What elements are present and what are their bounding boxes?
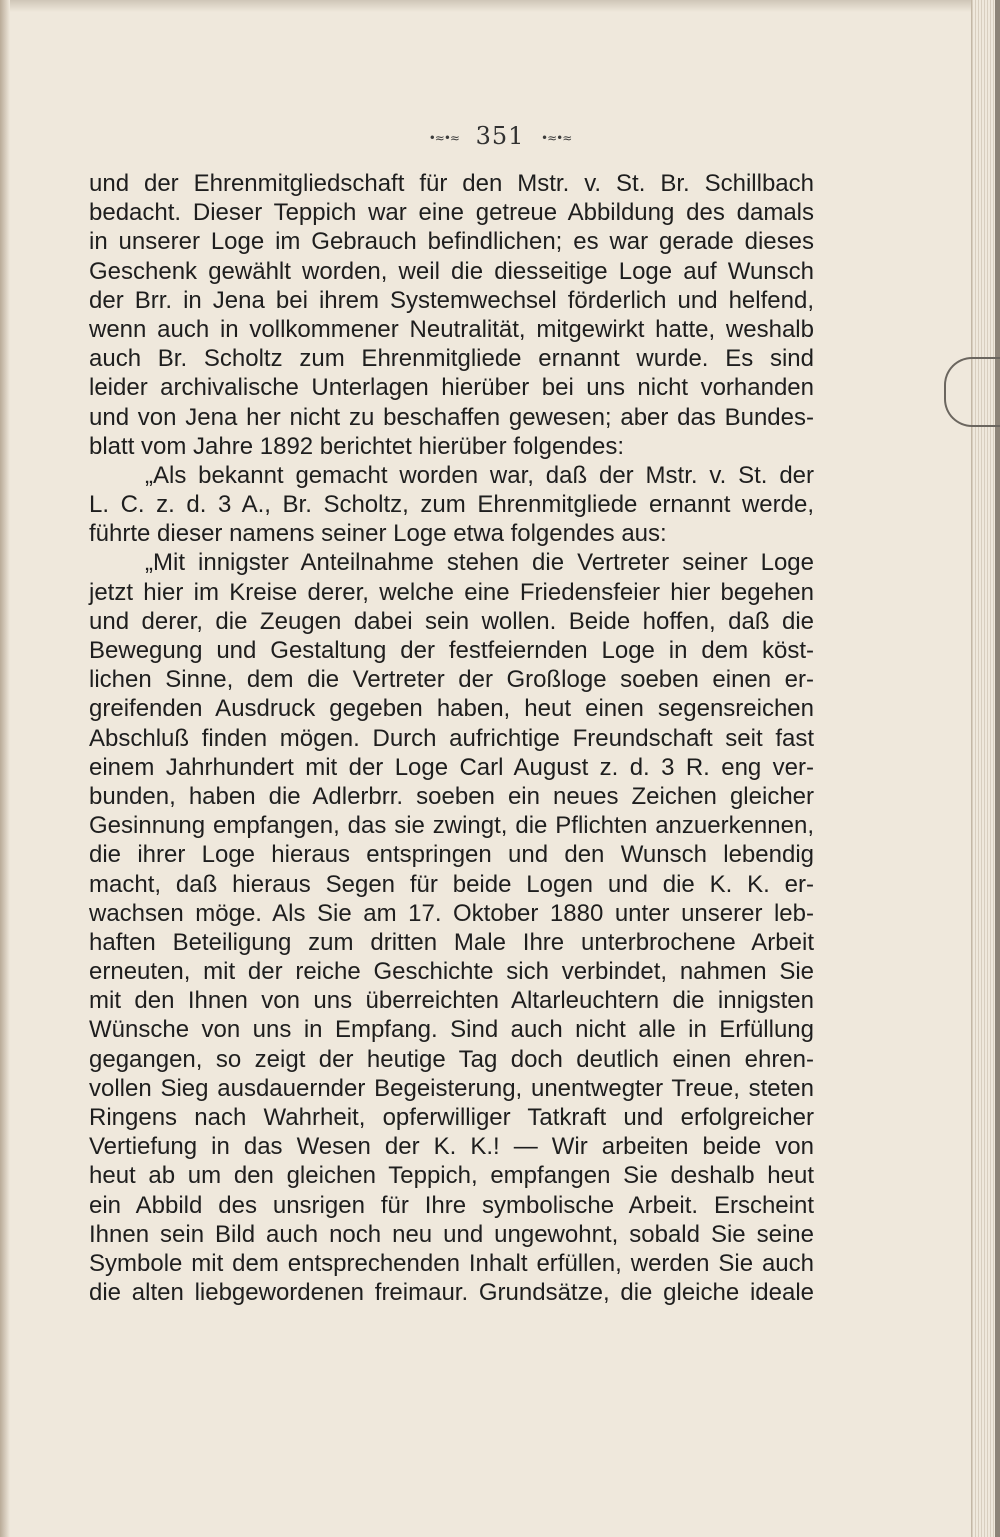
text-line: Symbole mit dem entsprechenden Inhalt erfüllen, werden Sie auch bbox=[89, 1249, 814, 1277]
text-line: leider archivalische Unterlagen hierüber bei uns nicht vorhanden bbox=[89, 374, 814, 402]
text-line: Vertiefung in das Wesen der K. K.! — Wir arbeiten beide von bbox=[89, 1133, 814, 1161]
text-line: einem Jahrhundert mit der Loge Carl August z. d. 3 R. eng ver- bbox=[89, 753, 814, 781]
text-line: haften Beteiligung zum dritten Male Ihre unterbrochene Arbeit bbox=[89, 928, 814, 956]
text-line: Ringens nach Wahrheit, opferwilliger Tatkraft und erfolgreicher bbox=[89, 1104, 814, 1131]
text-line: und derer, die Zeugen dabei sein wollen. Beide hoffen, daß die bbox=[89, 607, 814, 635]
text-line: gegangen, so zeigt der heutige Tag doch deutlich einen ehren- bbox=[89, 1045, 814, 1073]
text-line: wenn auch in vollkommener Neutralität, mitgewirkt hatte, weshalb bbox=[89, 315, 814, 343]
ornament-right: •≈•≈ bbox=[541, 130, 572, 145]
text-line: greifenden Ausdruck gegeben haben, heut einen segensreichen bbox=[89, 695, 814, 723]
text-line: der Brr. in Jena bei ihrem Systemwechsel förderlich und helfend, bbox=[89, 286, 814, 314]
page-number: 351 bbox=[475, 122, 525, 150]
text-line: lichen Sinne, dem die Vertreter der Großloge soeben einen er- bbox=[89, 666, 814, 694]
text-line: bunden, haben die Adlerbrr. soeben ein neues Zeichen gleicher bbox=[89, 782, 814, 810]
text-line: wachsen möge. Als Sie am 17. Oktober 1880 unter unserer leb- bbox=[89, 899, 814, 927]
page-top-shadow bbox=[0, 0, 1000, 12]
text-line: macht, daß hieraus Segen für beide Logen und die K. K. er- bbox=[89, 870, 814, 898]
text-line: erneuten, mit der reiche Geschichte sich verbindet, nahmen Sie bbox=[89, 958, 814, 986]
text-line: führte dieser namens seiner Loge etwa folgendes aus: bbox=[89, 520, 667, 548]
text-line: Wünsche von uns in Empfang. Sind auch nicht alle in Erfüllung bbox=[89, 1016, 814, 1044]
text-line: auch Br. Scholtz zum Ehrenmitgliede ernannt wurde. Es sind bbox=[89, 345, 814, 373]
text-line: Geschenk gewählt worden, weil die diesseitige Loge auf Wunsch bbox=[89, 257, 814, 285]
ornament-left: •≈•≈ bbox=[428, 130, 459, 145]
text-line: Gesinnung empfangen, das sie zwingt, die Pflichten anzuerkennen, bbox=[89, 812, 814, 840]
book-cover-edge bbox=[995, 0, 1000, 1537]
text-line: die alten liebgewordenen freimaur. Grundsätze, die gleiche ideale bbox=[89, 1279, 814, 1307]
text-line: jetzt hier im Kreise derer, welche eine Friedensfeier hier begehen bbox=[89, 578, 814, 606]
text-line: und der Ehrenmitgliedschaft für den Mstr. v. St. Br. Schillbach bbox=[89, 170, 814, 197]
body-text bbox=[89, 169, 814, 1307]
thumb-index-tab bbox=[944, 357, 1000, 427]
text-line: Abschluß finden mögen. Durch aufrichtige Freundschaft seit fast bbox=[89, 724, 814, 752]
text-line: in unserer Loge im Gebrauch befindlichen; es war gerade dieses bbox=[89, 228, 814, 256]
text-line: die ihrer Loge hieraus entspringen und den Wunsch lebendig bbox=[89, 841, 814, 869]
text-line: vollen Sieg ausdauernder Begeisterung, unentwegter Treue, steten bbox=[89, 1074, 814, 1102]
running-head bbox=[0, 122, 1000, 150]
text-line: „Mit innigster Anteilnahme stehen die Vertreter seiner Loge bbox=[145, 549, 814, 577]
text-line: blatt vom Jahre 1892 berichtet hierüber folgendes: bbox=[89, 432, 624, 460]
text-line: L. C. z. d. 3 A., Br. Scholtz, zum Ehrenmitgliede ernannt werde, bbox=[89, 491, 814, 519]
page-gutter-shadow bbox=[0, 0, 10, 1537]
text-line: bedacht. Dieser Teppich war eine getreue Abbildung des damals bbox=[89, 199, 814, 227]
text-line: „Als bekannt gemacht worden war, daß der Mstr. v. St. der bbox=[145, 461, 814, 489]
text-line: mit den Ihnen von uns überreichten Altarleuchtern die innigsten bbox=[89, 987, 814, 1015]
text-line: heut ab um den gleichen Teppich, empfangen Sie deshalb heut bbox=[89, 1162, 814, 1190]
text-line: ein Abbild des unsrigen für Ihre symbolische Arbeit. Erscheint bbox=[89, 1191, 814, 1219]
text-line: Ihnen sein Bild auch noch neu und ungewohnt, sobald Sie seine bbox=[89, 1220, 814, 1248]
text-line: und von Jena her nicht zu beschaffen gewesen; aber das Bundes- bbox=[89, 403, 814, 431]
text-line: Bewegung und Gestaltung der festfeiernden Loge in dem köst- bbox=[89, 637, 814, 664]
